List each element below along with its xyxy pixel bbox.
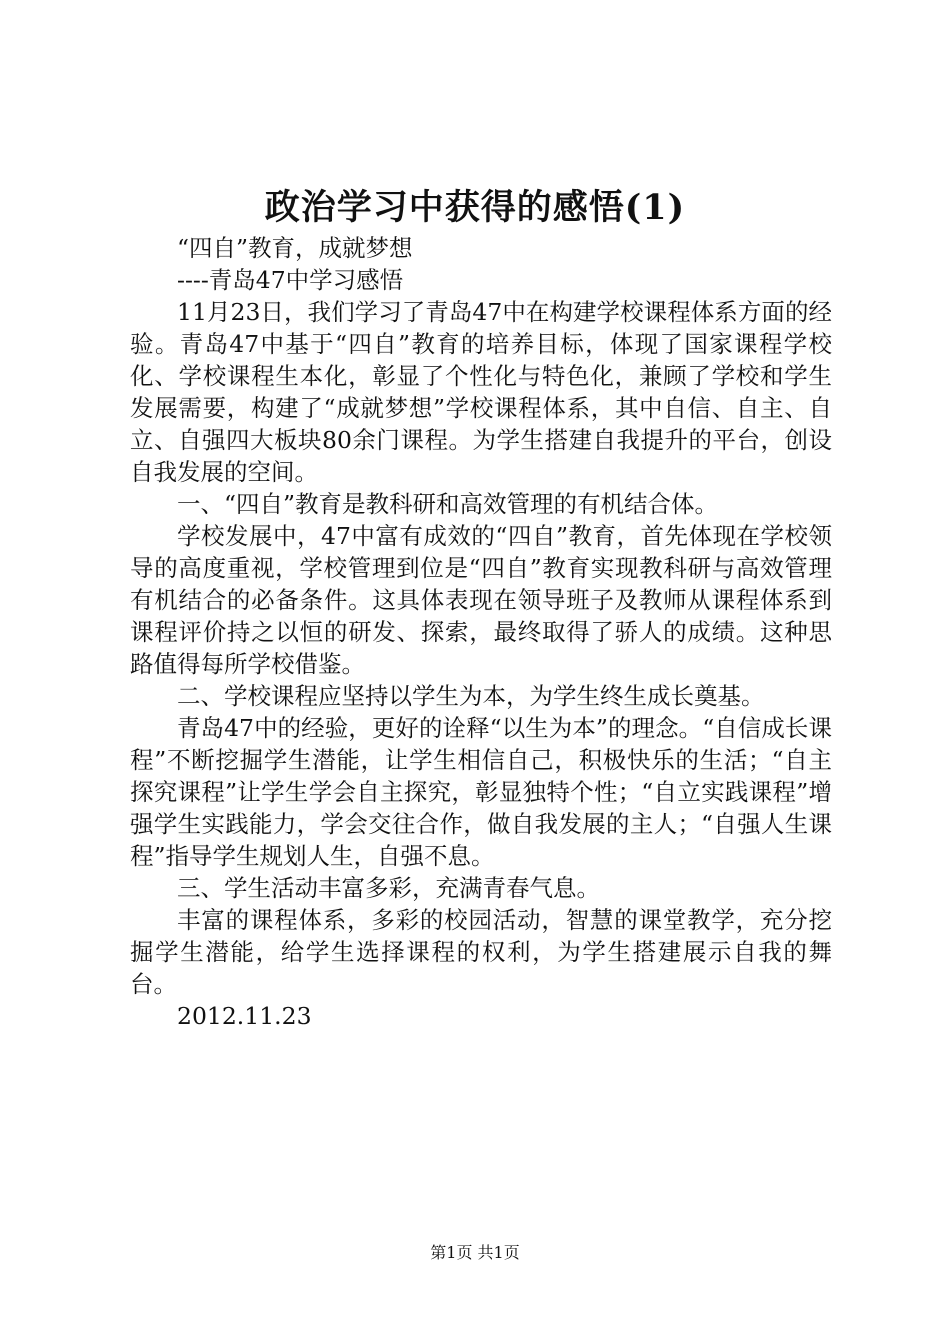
intro-paragraph: 11月23日，我们学习了青岛47中在构建学校课程体系方面的经验。青岛47中基于“四自”教育的培养目标，体现了国家课程学校化、学校课程生本化，彰显了个性化与特色化，兼顾了学校和学生发展需要，构建了“成就梦想”学校课程体系，其中自信、自主、自立、自强四大板块80余门课程。为学生搭建自我提升的平台，创设自我发展的空间。	[130, 298, 832, 486]
document-body	[130, 232, 832, 1032]
section-paragraph-3: 丰富的课程体系，多彩的校园活动，智慧的课堂教学，充分挖掘学生潜能，给学生选择课程的权利，为学生搭建展示自我的舞台。	[130, 906, 832, 998]
page-footer: 第1页 共1页	[430, 1243, 520, 1262]
date-line: 2012.11.23	[177, 1002, 312, 1030]
section-heading-3: 三、学生活动丰富多彩，充满青春气息。	[177, 874, 600, 902]
subtitle-source-line: ----青岛47中学习感悟	[177, 266, 404, 294]
section-heading-2: 二、学校课程应坚持以学生为本，为学生终生成长奠基。	[177, 682, 765, 710]
section-paragraph-1: 学校发展中，47中富有成效的“四自”教育，首先体现在学校领导的高度重视，学校管理到位是“四自”教育实现教科研与高效管理有机结合的必备条件。这具体表现在领导班子及教师从课程体系到课程评价持之以恒的研发、探索，最终取得了骄人的成绩。这种思路值得每所学校借鉴。	[130, 522, 832, 678]
section-heading-1: 一、“四自”教育是教科研和高效管理的有机结合体。	[177, 490, 719, 518]
subtitle-line: “四自”教育，成就梦想	[177, 234, 413, 262]
section-paragraph-2: 青岛47中的经验，更好的诠释“以生为本”的理念。“自信成长课程”不断挖掘学生潜能，让学生相信自己，积极快乐的生活；“自主探究课程”让学生学会自主探究，彰显独特个性；“自立实践课程”增强学生实践能力，学会交往合作，做自我发展的主人；“自强人生课程”指导学生规划人生，自强不息。	[130, 714, 832, 870]
document-title: 政治学习中获得的感悟(1)	[264, 187, 686, 228]
